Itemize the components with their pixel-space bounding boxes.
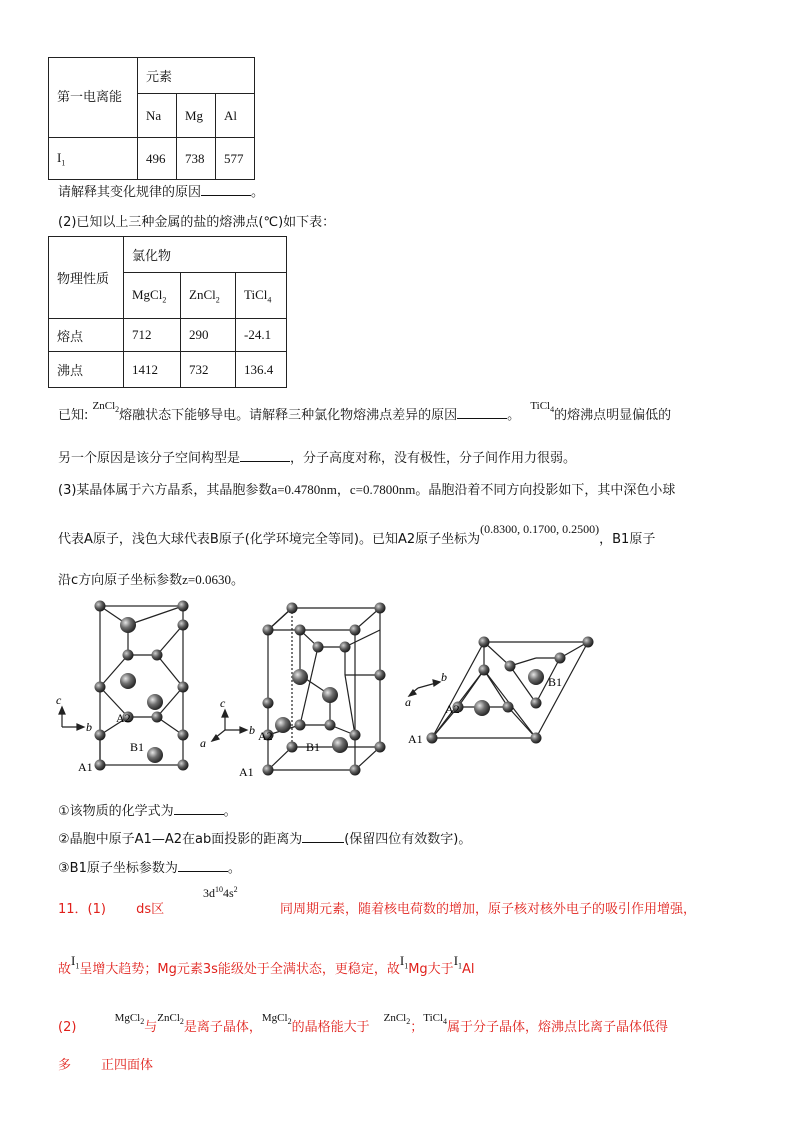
table2-compound-ticl4: TiCl$_4$ — [236, 273, 287, 319]
panel1-axis-c-label: c — [56, 693, 62, 707]
panel3-label-b1: B1 — [548, 675, 563, 689]
table2-cell: 136.4 — [236, 352, 287, 388]
panel1-axis-b-label: b — [86, 720, 92, 734]
table2-cell: 290 — [181, 319, 236, 352]
answer-line2: 故$I_1$呈增大趋势；Mg元素3s能级处于全满状态，更稳定，故$I_1Mg$大于$I_1Al$ — [58, 953, 475, 977]
q3-line3: 沿c方向原子坐标参数z=0.0630。 — [58, 572, 245, 588]
table1-value-al: 577 — [216, 138, 255, 180]
panel2-atoms — [263, 603, 386, 776]
table1-element-al: Al — [216, 94, 255, 138]
table2-cell: 712 — [124, 319, 181, 352]
table2-corner: 物理性质 — [49, 237, 124, 319]
table2-compound-mgcl2: MgCl$_2$ — [124, 273, 181, 319]
answer-line1-text: 同周期元素，随着核电荷数的增加，原子核对核外电子的吸引作用增强， — [280, 902, 697, 917]
q3-line2: 代表A原子，浅色大球代表B原子(化学环境完全等同)。已知A2原子坐标为(0.8300, 0.1700, 0.2500)，B1原子 — [58, 522, 656, 547]
subq-1: ①该物质的化学式为 。 — [58, 804, 237, 819]
panel3-axis-a-label: a — [405, 695, 411, 709]
panel3-label-a1: A1 — [408, 732, 423, 746]
table2-row-label: 熔点 — [49, 319, 124, 352]
panel3-label-a2: A2 — [445, 702, 460, 716]
panel3-axes — [409, 680, 440, 696]
panel1-axes — [59, 707, 84, 730]
table1-group-header: 元素 — [138, 58, 255, 94]
ionization-energy-table — [48, 57, 255, 180]
projection-panel-2 — [268, 608, 380, 770]
table1-element-na: Na — [138, 94, 177, 138]
q2-intro: (2)已知以上三种金属的盐的熔沸点(℃)如下表： — [58, 215, 336, 230]
answer-electron-config: $3d^{10}4s^2$ — [203, 885, 238, 900]
table2-row-label: 沸点 — [49, 352, 124, 388]
table2-compound-zncl2: ZnCl$_2$ — [181, 273, 236, 319]
subq-2: ②晶胞中原子A1—A2在ab面投影的距离为 (保留四位有效数字)。 — [58, 832, 472, 847]
table2-cell: 1412 — [124, 352, 181, 388]
panel1-label-b1: B1 — [130, 740, 145, 754]
panel1-label-a1: A1 — [78, 760, 93, 774]
answer-line3: (2) $^{MgCl_2}$与$^{ZnCl_2}$是离子晶体，$^{MgCl_2}$的晶格能大于$^{ZnCl_2}$；$^{TiCl_4}$属于分子晶体，熔沸点比离子晶体低得 — [58, 1012, 669, 1035]
panel3-axis-b-label: b — [441, 670, 447, 684]
answer-line4: 多 正四面体 — [58, 1058, 154, 1073]
table1-row-label: $I_1$ — [49, 138, 138, 180]
panel1-label-a2: A2 — [116, 711, 131, 725]
q2-text-line2: 另一个原因是该分子空间构型是 ，分子高度对称，没有极性，分子间作用力很弱。 — [58, 451, 577, 466]
crystal-projection-figure — [0, 595, 800, 795]
table1-value-na: 496 — [138, 138, 177, 180]
table2-cell: 732 — [181, 352, 236, 388]
table1-corner: 第一电离能 — [49, 58, 138, 138]
panel2-label-b1: B1 — [306, 740, 321, 754]
table2-group-header: 氯化物 — [124, 237, 287, 273]
panel2-axis-b-label: b — [249, 723, 255, 737]
table1-element-mg: Mg — [177, 94, 216, 138]
q2-text-line1: 已知: $^{ZnCl_2}$熔融状态下能够导电。请解释三种氯化物熔沸点差异的原因 。 $^{TiCl_4}$的熔沸点明显偏低的 — [58, 400, 672, 423]
table1-value-mg: 738 — [177, 138, 216, 180]
panel2-label-a1: A1 — [239, 765, 254, 779]
panel2-axis-c-label: c — [220, 696, 226, 710]
panel2-axes — [212, 710, 247, 741]
q1-prompt: 请解释其变化规律的原因 。 — [58, 185, 265, 200]
q3-line1: (3)某晶体属于六方晶系，其晶胞参数a=0.4780nm，c=0.7800nm。晶胞沿着不同方向投影如下，其中深色小球 — [58, 482, 676, 498]
subq-3: ③B1原子坐标参数为 。 — [58, 861, 241, 876]
table2-cell: -24.1 — [236, 319, 287, 352]
panel2-axis-a-label: a — [200, 736, 206, 750]
panel2-label-a2: A2 — [258, 729, 273, 743]
answer-line1: 11．(1) ds区 — [58, 902, 165, 917]
melting-boiling-table — [48, 236, 287, 388]
